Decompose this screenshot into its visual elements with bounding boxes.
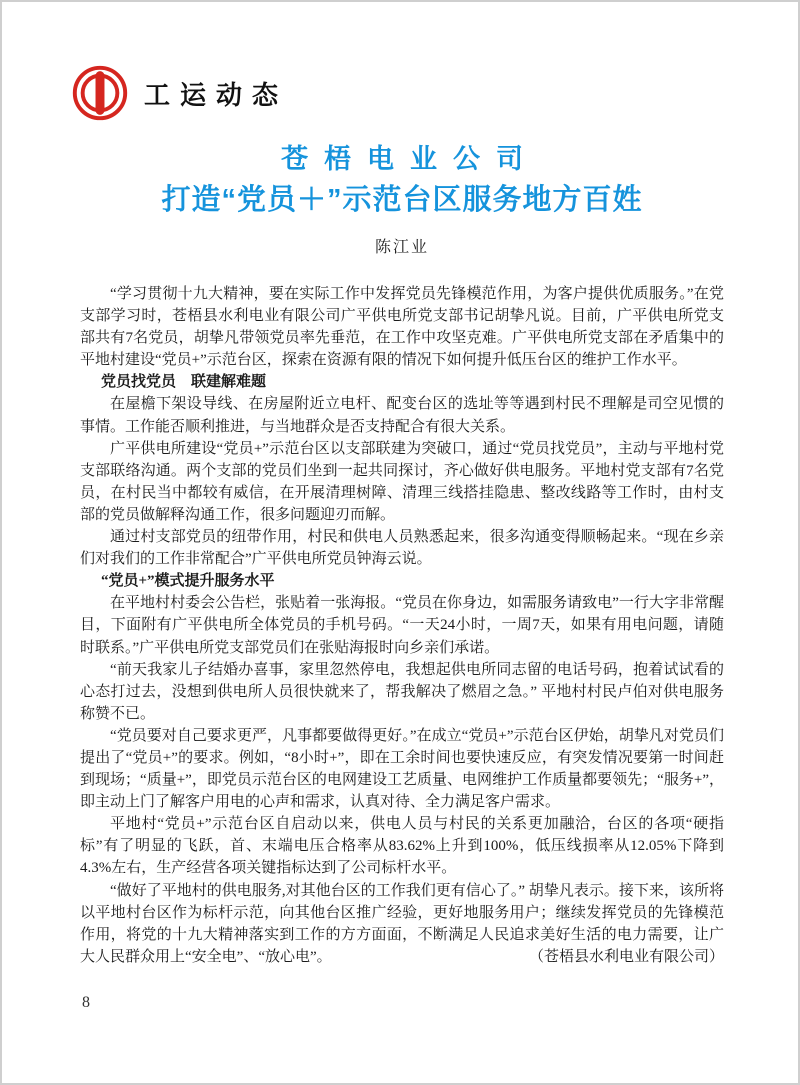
company-attribution: （苍梧县水利电业有限公司） (528, 948, 724, 965)
page-number: 8 (82, 994, 90, 1011)
trade-union-emblem-icon (72, 65, 128, 121)
paragraph: 在平地村村委会公告栏，张贴着一张海报。“党员在你身边，如需服务请致电”一行大字非常醒目，下面附有广平供电所全体党员的手机号码。“一天24小时，一周7天，如果有用电问题，请随时联系。”广平供电所党支部党员们在张贴海报时向乡亲们承诺。 (80, 595, 724, 656)
section-heading-1: 党员找党员 联建解难题 (101, 374, 267, 391)
article-title-line1: 苍梧电业公司 (281, 144, 539, 174)
paragraph: 在屋檐下架设导线、在房屋附近立电杆、配变台区的选址等等遇到村民不理解是司空见惯的事情。工作能否顺利推进，与当地群众是否支持配合有很大关系。 (80, 396, 724, 435)
section-heading-2: “党员+”模式提升服务水平 (101, 573, 275, 590)
masthead-title: 工运动态 (144, 80, 289, 110)
paragraph: “前天我家儿子结婚办喜事，家里忽然停电，我想起供电所同志留的电话号码，抱着试试看的心态打过去，没想到供电所人员很快就来了，帮我解决了燃眉之急。” 平地村村民卢伯对供电服务称赞不已。 (80, 661, 724, 722)
article-body (80, 283, 724, 968)
paragraph: 平地村“党员+”示范台区自启动以来，供电人员与村民的关系更加融洽，台区的各项“硬指标”有了明显的飞跃，首、末端电压合格率从83.62%上升到100%，低压线损率从12.05%下降到4.3%左右，生产经营各项关键指标达到了公司标杆水平。 (80, 816, 724, 877)
article-title-line2: 打造“党员＋”示范台区服务地方百姓 (161, 184, 643, 216)
article-author: 陈江业 (374, 239, 429, 256)
paragraph: “学习贯彻十九大精神，要在实际工作中发挥党员先锋模范作用，为客户提供优质服务。”在党支部学习时，苍梧县水利电业有限公司广平供电所党支部书记胡挚凡说。目前，广平供电所党支部共有7名党员，胡挚凡带领党员率先垂范，在工作中攻坚克难。广平供电所党支部在矛盾集中的平地村建设“党员+”示范台区，探索在资源有限的情况下如何提升低压台区的维护工作水平。 (80, 286, 724, 369)
paragraph: “党员要对自己要求更严，凡事都要做得更好。”在成立“党员+”示范台区伊始，胡挚凡对党员们提出了“党员+”的要求。例如，“8小时+”，即在工余时间也要快速反应，有突发情况要第一时间赶到现场；“质量+”，即党员示范台区的电网建设工艺质量、电网维护工作质量都要领先；“服务+”，即主动上门了解客户用电的心声和需求，认真对待、全力满足客户需求。 (80, 727, 724, 811)
masthead (72, 64, 288, 122)
article-title-block (2, 142, 800, 257)
paragraph: 通过村支部党员的纽带作用，村民和供电人员熟悉起来，很多沟通变得顺畅起来。“现在乡亲们对我们的工作非常配合”广平供电所党员钟海云说。 (80, 529, 724, 568)
paragraph: 广平供电所建设“党员+”示范台区以支部联建为突破口，通过“党员找党员”，主动与平地村党支部联络沟通。两个支部的党员们坐到一起共同探讨，齐心做好供电服务。平地村党支部有7名党员，在村民当中都较有威信，在开展清理树障、清理三线搭挂隐患、整改线路等工作时，由村支部的党员做解释沟通工作，很多问题迎刃而解。 (80, 440, 724, 523)
closing-paragraph (80, 880, 724, 968)
closing-paragraph-text: “做好了平地村的供电服务,对其他台区的工作我们更有信心了。” 胡挚凡表示。接下来，该所将以平地村台区作为标杆示范，向其他台区推广经验，更好地服务用户；继续发挥党员的先锋模范作用，将党的十九大精神落实到工作的方方面面，不断满足人民追求美好生活的电力需要，让广大人民群众用上“安全电”、“放心电”。 (80, 882, 724, 965)
